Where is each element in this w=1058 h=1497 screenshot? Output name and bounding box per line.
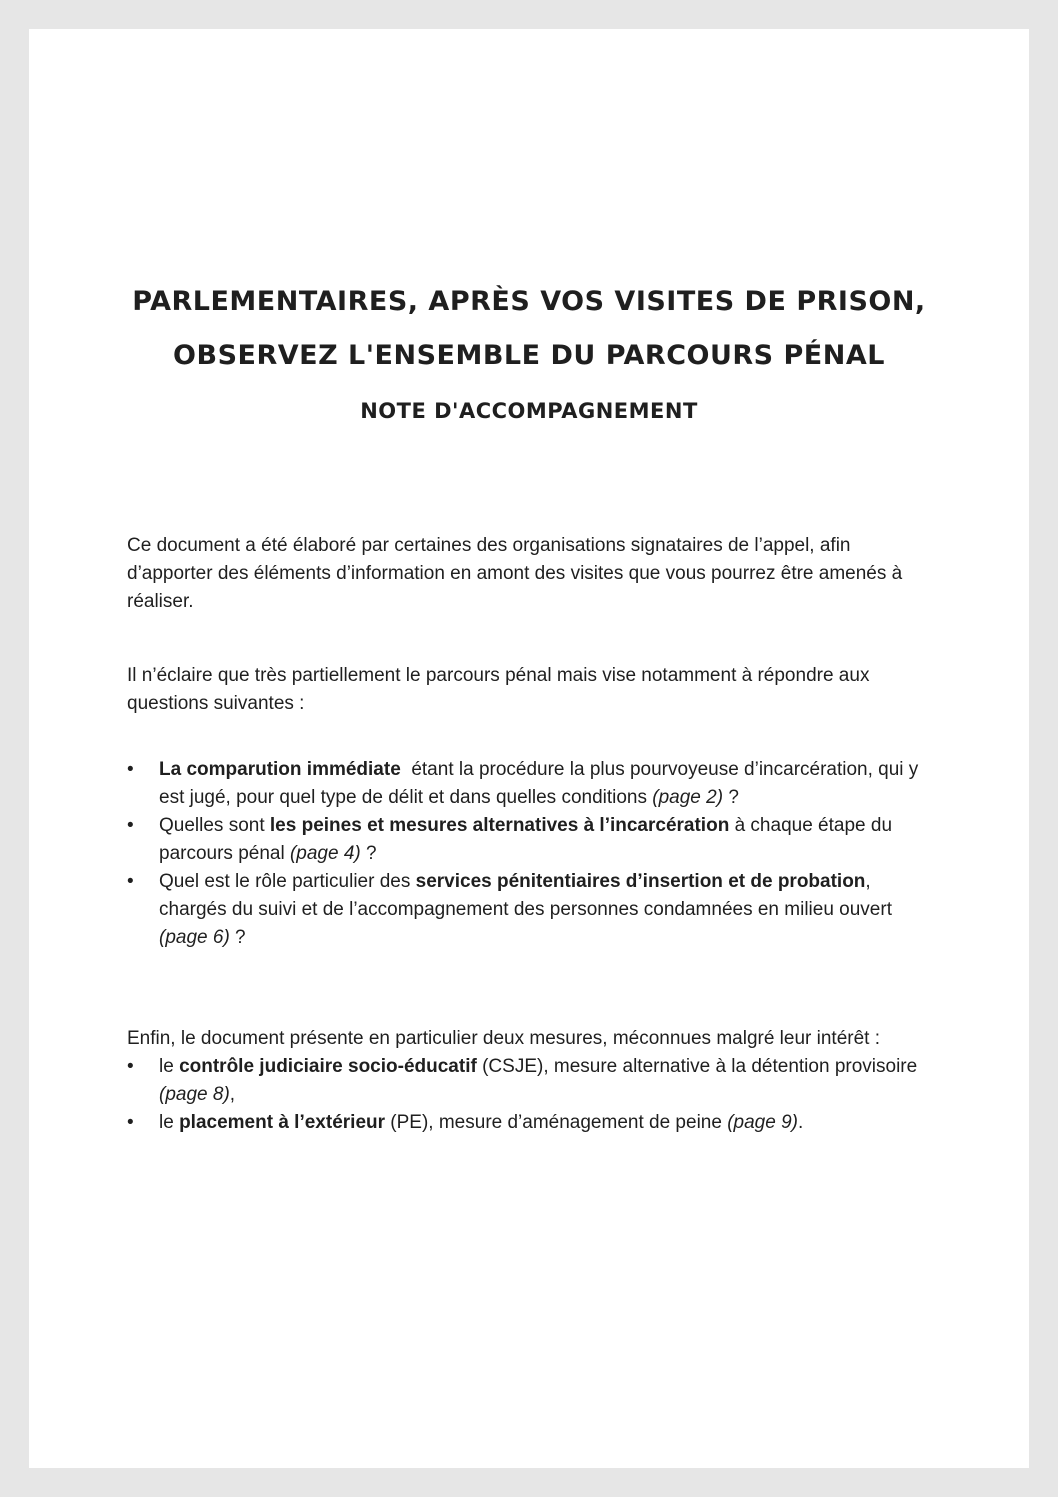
document-subtitle: NOTE D'ACCOMPAGNEMENT (360, 399, 698, 423)
bullet-icon: • (127, 871, 134, 892)
page-reference: (page 8) (159, 1084, 230, 1105)
intro-paragraph-2-block (127, 662, 933, 718)
page-reference: (page 2) (652, 787, 724, 808)
question-end: ? (229, 927, 246, 948)
list-item (127, 1053, 933, 1109)
questions-list (127, 756, 933, 952)
bullet-icon: • (127, 1112, 134, 1133)
title-line-2: OBSERVEZ L'ENSEMBLE DU PARCOURS PÉNAL (173, 340, 885, 371)
intro-paragraph-1: Ce document a été élaboré par certaines des organisations signataires de l’appel, afin d’apporter des éléments d’information en amont des visites que vous pourrez être amenés à réaliser. (127, 535, 903, 612)
measure-text: (CSJE), mesure alternative à la détention provisoire (476, 1056, 918, 1077)
question-text: à chaque étape du parcours pénal (159, 815, 893, 864)
question-bold: services pénitentiaires d’insertion et de probation (415, 871, 866, 892)
list-item (127, 812, 933, 868)
question-end: ? (723, 787, 739, 808)
page-reference: (page 6) (159, 927, 230, 948)
question-end: ? (360, 843, 377, 864)
bullet-icon: • (127, 759, 134, 780)
closing-paragraph: Enfin, le document présente en particulier deux mesures, méconnues malgré leur intérêt : (127, 1028, 881, 1049)
question-text: , chargés du suivi et de l’accompagnement des personnes condamnées en milieu ouvert (159, 871, 892, 920)
question-pre: Quelles sont (159, 815, 270, 836)
intro-paragraph-2: Il n’éclaire que très partiellement le parcours pénal mais vise notamment à répondre aux questions suivantes : (127, 665, 870, 714)
bullet-icon: • (127, 815, 134, 836)
list-item (127, 756, 933, 812)
measure-end: . (797, 1112, 804, 1133)
question-text: étant la procédure la plus pourvoyeuse d’incarcération, qui y est jugé, pour quel type de délit et dans quelles conditions (159, 759, 924, 808)
document-page (29, 29, 1029, 1468)
closing-block (127, 1025, 933, 1137)
page-reference: (page 9) (727, 1112, 798, 1133)
measure-bold: contrôle judiciaire socio-éducatif (179, 1056, 477, 1077)
question-pre: Quel est le rôle particulier des (159, 871, 416, 892)
page-reference: (page 4) (289, 843, 361, 864)
list-item (127, 868, 933, 952)
measure-pre: le (159, 1056, 180, 1077)
measure-bold: placement à l’extérieur (179, 1112, 386, 1133)
question-bold: La comparution immédiate (159, 759, 401, 780)
bullet-icon: • (127, 1056, 134, 1077)
document-title (29, 275, 1029, 383)
measure-end: , (229, 1084, 236, 1105)
list-item (127, 1109, 933, 1137)
measure-pre: le (159, 1112, 180, 1133)
measure-text: (PE), mesure d’aménagement de peine (385, 1112, 728, 1133)
questions-list-block (127, 756, 933, 952)
question-bold: les peines et mesures alternatives à l’incarcération (269, 815, 730, 836)
measures-list (127, 1053, 933, 1137)
title-line-1: PARLEMENTAIRES, APRÈS VOS VISITES DE PRISON, (132, 286, 926, 317)
intro-paragraph-1-block (127, 532, 933, 616)
